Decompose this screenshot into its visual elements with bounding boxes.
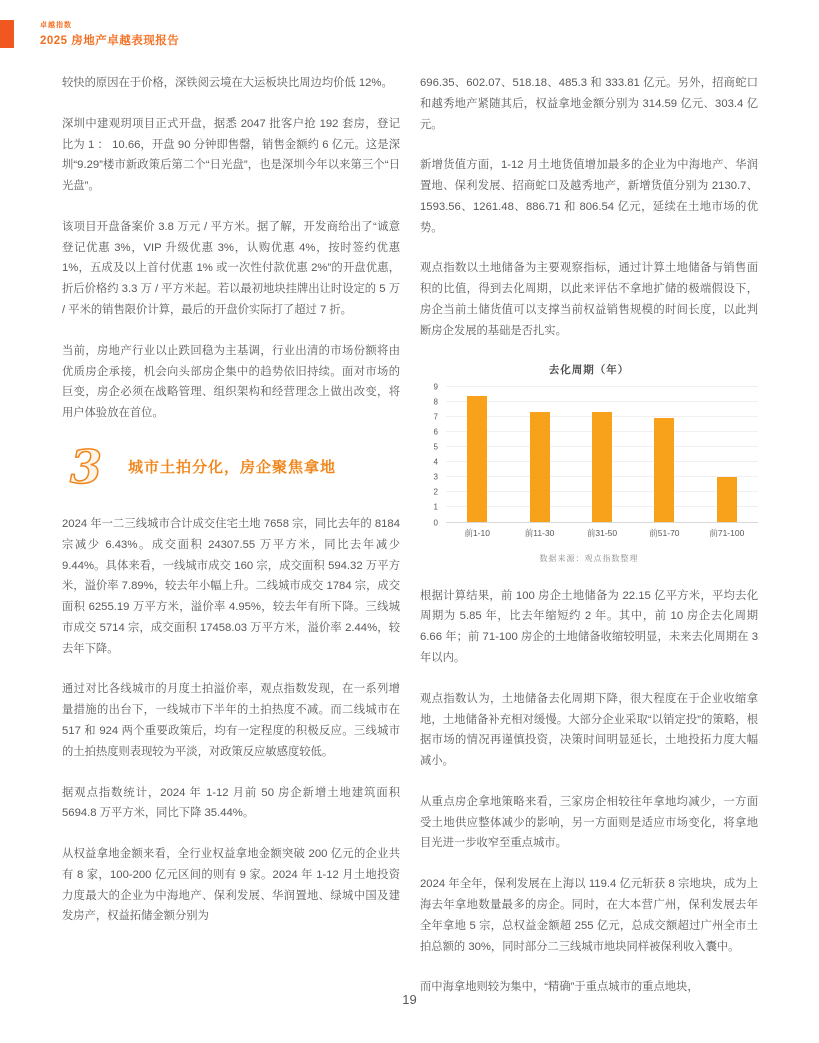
y-axis-tick-label: 4 [433, 457, 438, 467]
y-axis-tick-label: 9 [433, 382, 438, 392]
brand-logo-block [0, 20, 14, 48]
y-axis-tick-label: 2 [433, 487, 438, 497]
bar-前71-100 [717, 477, 737, 522]
x-axis-category-label: 前1-10 [464, 527, 490, 538]
y-axis-tick-label: 3 [433, 472, 438, 482]
chart-bars [446, 387, 758, 522]
paragraph: 696.35、602.07、518.18、485.3 和 333.81 亿元。另外，招商蛇口和越秀地产紧随其后，权益拿地金额分别为 314.59 亿元、303.4 亿元。 [420, 77, 758, 131]
paragraph: 较快的原因在于价格，深铁阅云境在大运板块比周边均价低 12%。 [62, 77, 393, 89]
bar-前51-70 [654, 418, 674, 522]
paragraph: 2024 年全年，保利发展在上海以 119.4 亿元斩获 8 宗地块，成为上海去年拿地数量最多的房企。同时，在大本营广州，保利发展去年全年拿地 5 宗，总权益金额超 255 亿元，总成交额超过广州全市土拍总额的 30%，同时部分二三线城市地块同样被保利收入囊中。 [420, 878, 758, 953]
y-axis-tick-label: 8 [433, 397, 438, 407]
page-header [40, 20, 179, 48]
report-title: 2025 房地产卓越表现报告 [40, 35, 180, 47]
right-paragraphs-top [420, 73, 758, 342]
paragraph: 根据计算结果，前 100 房企土地储备为 22.15 亿平方米，平均去化周期为 5.85 年，比去年缩短约 2 年。其中，前 10 房企去化周期 6.66 年；前 71-100 房企的土地储备收缩较明显，未来去化周期在 3 年以内。 [420, 589, 758, 664]
bar-前1-10 [467, 396, 487, 522]
chart-source-note: 数据来源：观点指数整理 [539, 553, 639, 563]
paragraph: 新增货值方面，1-12 月土地货值增加最多的企业为中海地产、华润置地、保利发展、招商蛇口及越秀地产，新增货值分别为 2130.7、1593.56、1261.48、886.71 和 806.54 亿元，延续在土地市场的优势。 [420, 159, 758, 234]
paragraph: 通过对比各线城市的月度土拍溢价率，观点指数发现，在一系列增量措施的出台下，一线城市下半年的土拍热度不减。而二线城市在 517 和 924 两个重要政策后，均有一定程度的积极反应。三线城市的土拍热度则表现较为平淡，对政策反应敏感度较低。 [62, 683, 400, 758]
x-axis-category-label: 前11-30 [524, 527, 555, 538]
paragraph: 据观点指数统计，2024 年 1-12 月前 50 房企新增土地建筑面积 5694.8 万平方米，同比下降 35.44%。 [62, 786, 400, 820]
y-axis-tick-label: 0 [433, 518, 438, 528]
y-axis-tick-label: 1 [433, 502, 438, 512]
chart-plot [446, 387, 758, 523]
chart-x-axis [446, 527, 758, 539]
left-column [62, 73, 400, 947]
chart-title: 去化周期（年） [548, 363, 630, 376]
sell-through-cycle-chart [420, 362, 758, 564]
bar-前31-50 [592, 412, 612, 522]
paragraph: 而中海拿地则较为集中，“精确”于重点城市的重点地块， [420, 981, 699, 994]
right-column [420, 73, 758, 1018]
y-axis-tick-label: 5 [433, 442, 438, 452]
right-paragraphs-bottom [420, 586, 758, 999]
paragraph: 2024 年一二三线城市合计成交住宅土地 7658 宗，同比去年的 8184 宗减少 6.43%。成交面积 24307.55 万平方米，同比去年减少 9.44%。具体来看，一线城市成交 160 宗，成交面积 594.32 万平方米，溢价率 7.89%，较去年小幅上升。二线城市成交 1784 宗，成交面积 6255.19 万平方米，溢价率 4.95%，较去年有所下降。三线城市成交 5714 宗，成交面积 17458.03 万平方米，溢价率 2.44%，较去年下降。 [62, 517, 400, 655]
x-axis-category-label: 前31-50 [586, 527, 618, 538]
x-axis-category-label: 前71-100 [709, 527, 745, 538]
chart-plot-area [420, 382, 758, 528]
paragraph: 当前，房地产行业以止跌回稳为主基调，行业出清的市场份额将由优质房企承接，机会向头部房企集中的趋势依旧持续。面对市场的巨变，房企必须在战略管理、组织架构和经营理念上做出改变，将用户体验放在首位。 [62, 344, 400, 420]
paragraph: 从重点房企拿地策略来看，三家房企相较往年拿地均减少，一方面受土地供应整体减少的影响，另一方面则是适应市场变化，将拿地目光进一步收窄至重点城市。 [420, 795, 758, 850]
paragraph: 深圳中建观玥项目正式开盘，据悉 2047 批客户抢 192 套房，登记比为 1 ： 10.66，开盘 90 分钟即售罄，销售金额约 6 亿元。这是深圳“9.29”楼市新政策后第二个“日光盘”，也是深圳今年以来第三个“日光盘”。 [62, 117, 400, 193]
brand-name: 卓越指数 [40, 22, 72, 29]
paragraph: 从权益拿地金额来看，全行业权益拿地金额突破 200 亿元的企业共有 8 家，100-200 亿元区间的则有 9 家。2024 年 1-12 月土地投资力度最大的企业为中海地产、保利发展、华润置地、绿城中国及建发房产，权益拓储金额分别为 [62, 848, 400, 923]
left-paragraphs-bottom [62, 514, 400, 927]
page-number: 19 [402, 992, 417, 1007]
section-heading [70, 439, 400, 494]
chart-y-axis [420, 382, 446, 528]
paragraph: 观点指数认为，土地储备去化周期下降，很大程度在于企业收缩拿地，土地储备补充相对缓慢。大部分企业采取“以销定投”的策略，根据市场的情况再谨慎投资，决策时间明显延长，土地投拓力度大幅减小。 [420, 692, 758, 768]
y-axis-tick-label: 6 [433, 427, 438, 437]
left-paragraphs-top [62, 73, 400, 424]
paragraph: 观点指数以土地储备为主要观察指标，通过计算土地储备与销售面积的比值，得到去化周期，以此来评估不拿地扩储的极端假设下，房企当前土储货值可以支撑当前权益销售规模的时间长度，以此判断房企发展的基础是否扎实。 [420, 262, 758, 337]
y-axis-tick-label: 7 [433, 412, 438, 422]
bar-前11-30 [530, 412, 550, 522]
section-title: 城市土拍分化，房企聚焦拿地 [128, 459, 337, 477]
x-axis-category-label: 前51-70 [649, 527, 680, 538]
paragraph: 该项目开盘备案价 3.8 万元 / 平方米。据了解，开发商给出了“诚意登记优惠 3%，VIP 升级优惠 3%，认购优惠 4%，按时签约优惠 1%，五成及以上首付优惠 1% 或一次性付款优惠 2%”的开盘优惠，折后价格约 3.3 万 / 平方米起。若以最初地块挂牌出让时设定的 5 万 / 平米的销售限价计算，最后的开盘价实际打了超过 7 折。 [62, 220, 400, 317]
section-number: 3 [70, 439, 103, 494]
